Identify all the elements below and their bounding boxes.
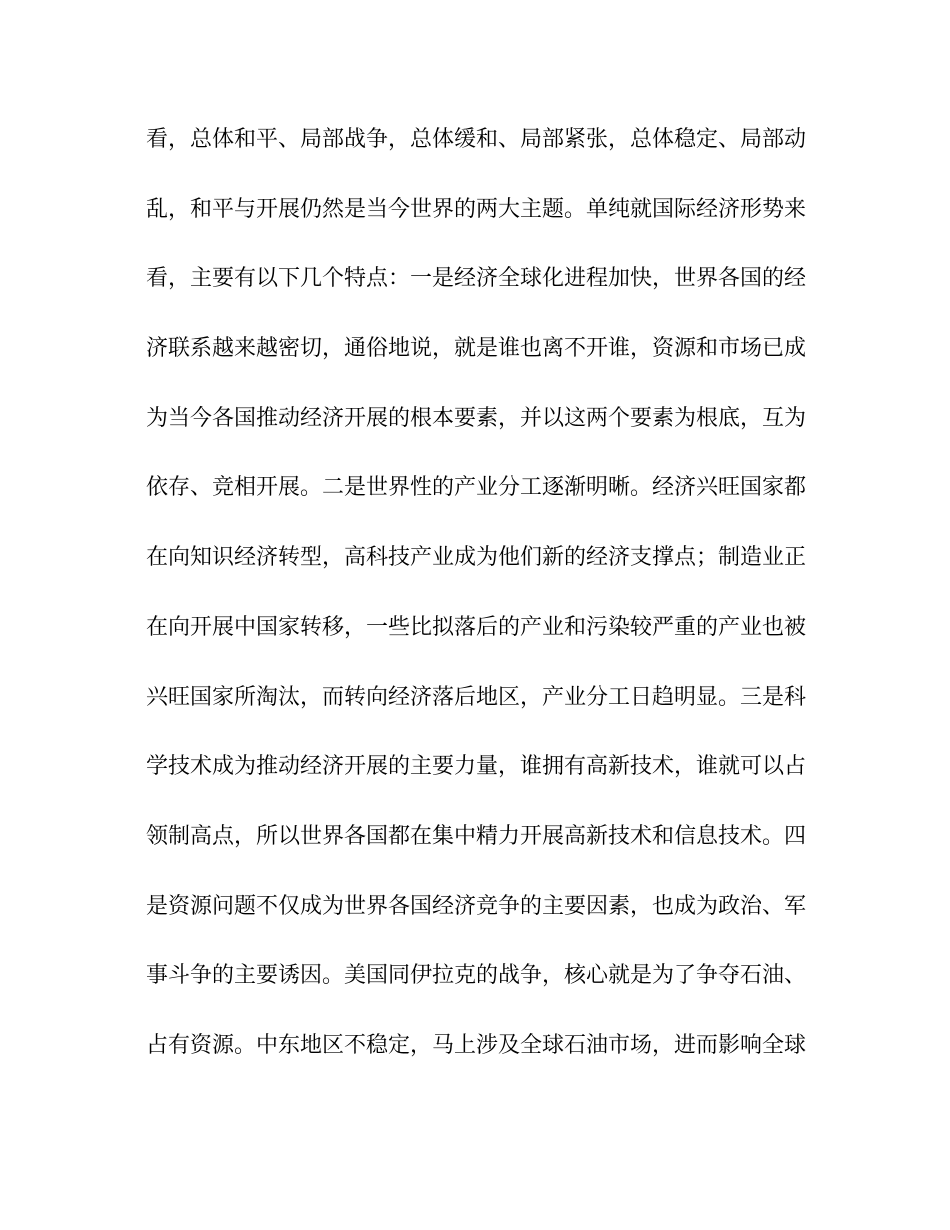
text-line-11: 领制高点，所以世界各国都在集中精力开展高新技术和信息技术。四	[146, 823, 807, 849]
text-line-2: 乱，和平与开展仍然是当今世界的两大主题。单纯就国际经济形势来	[146, 196, 807, 222]
text-line-13: 事斗争的主要诱因。美国同伊拉克的战争，核心就是为了争夺石油、	[146, 963, 807, 989]
text-line-4: 济联系越来越密切，通俗地说，就是谁也离不开谁，资源和市场已成	[146, 336, 807, 362]
text-line-8: 在向开展中国家转移，一些比拟落后的产业和污染较严重的产业也被	[146, 614, 807, 640]
text-line-14: 占有资源。中东地区不稳定，马上涉及全球石油市场，进而影响全球	[146, 1032, 807, 1058]
text-line-5: 为当今各国推动经济开展的根本要素，并以这两个要素为根底，互为	[146, 405, 807, 431]
text-line-10: 学技术成为推动经济开展的主要力量，谁拥有高新技术，谁就可以占	[146, 754, 807, 780]
body-text	[146, 124, 806, 1100]
text-line-1: 看，总体和平、局部战争，总体缓和、局部紧张，总体稳定、局部动	[146, 127, 807, 152]
text-line-12: 是资源问题不仅成为世界各国经济竞争的主要因素，也成为政治、军	[146, 893, 807, 919]
text-line-3: 看，主要有以下几个特点：一是经济全球化进程加快，世界各国的经	[146, 266, 807, 292]
text-line-7: 在向知识经济转型，高科技产业成为他们新的经济支撑点；制造业正	[146, 545, 807, 571]
text-line-6: 依存、竞相开展。二是世界性的产业分工逐渐明晰。经济兴旺国家都	[146, 475, 807, 501]
text-line-9: 兴旺国家所淘汰，而转向经济落后地区，产业分工日趋明显。三是科	[146, 684, 807, 710]
